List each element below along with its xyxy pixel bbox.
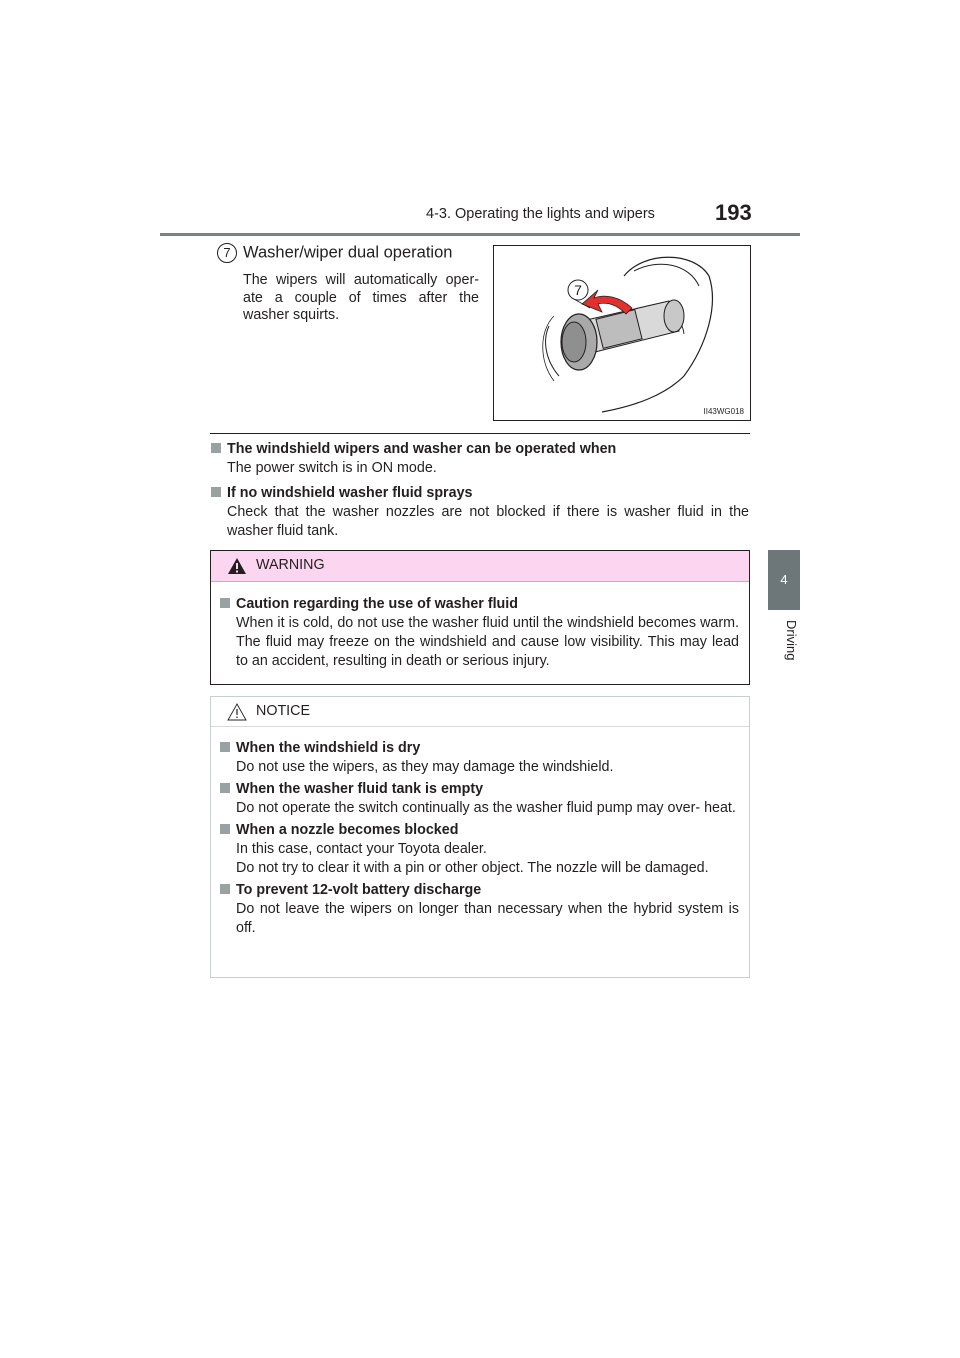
notice-item-body: In this case, contact your Toyota dealer.: [236, 841, 487, 857]
notice-item-heading: When the windshield is dry: [236, 740, 421, 756]
warning-triangle-icon: [227, 557, 247, 575]
warning-item-body: When it is cold, do not use the washer fluid until the windshield becomes warm. The fluid may freeze on the windshield and cause low visibility. This may lead to an accident, resulting in death or serious injury.: [236, 615, 739, 669]
square-bullet-icon: [211, 443, 221, 453]
notice-item-heading: When a nozzle becomes blocked: [236, 822, 459, 838]
notice-item-body: Do not leave the wipers on longer than necessary when the hybrid system is off.: [236, 901, 739, 936]
figure-code: II43WG018: [703, 407, 744, 416]
note-body: The power switch is in ON mode.: [227, 460, 437, 476]
wiper-lever-illustration: [493, 245, 751, 421]
notice-item-heading: To prevent 12-volt battery discharge: [236, 882, 482, 898]
notice-item-body: Do not operate the switch continually as the washer fluid pump may over- heat.: [236, 800, 736, 816]
notice-box: [210, 696, 750, 978]
notice-title: NOTICE: [256, 703, 311, 719]
warning-item-heading: Caution regarding the use of washer fluid: [236, 596, 518, 612]
notice-item: [220, 739, 739, 777]
section-divider: [210, 433, 750, 434]
notice-header: [211, 697, 749, 727]
step-title: Washer/wiper dual operation: [243, 243, 453, 262]
chapter-tab[interactable]: 4: [768, 550, 800, 610]
square-bullet-icon: [220, 824, 230, 834]
step-heading: [217, 243, 485, 263]
square-bullet-icon: [220, 742, 230, 752]
notice-item: [220, 780, 739, 818]
hand-pulling-lever-drawing: [494, 246, 750, 420]
warning-item: [220, 595, 739, 671]
square-bullet-icon: [211, 487, 221, 497]
notice-item: [220, 881, 739, 938]
notice-item-heading: When the washer fluid tank is empty: [236, 781, 484, 797]
square-bullet-icon: [220, 783, 230, 793]
figure-callout: 7: [574, 282, 582, 298]
notice-item-body-extra: Do not try to clear it with a pin or other object. The nozzle will be damaged.: [236, 860, 709, 876]
caution-triangle-outline-icon: [227, 703, 247, 721]
square-bullet-icon: [220, 884, 230, 894]
note-heading: The windshield wipers and washer can be operated when: [227, 441, 617, 457]
chapter-label: Driving: [784, 620, 799, 661]
warning-title: WARNING: [256, 557, 325, 573]
note-heading: If no windshield washer fluid sprays: [227, 485, 473, 501]
warning-box: [210, 550, 750, 685]
header-divider: [160, 233, 800, 236]
step-number-badge: 7: [217, 243, 237, 263]
square-bullet-icon: [220, 598, 230, 608]
note-operating-condition: [211, 440, 749, 478]
notice-item-body: Do not use the wipers, as they may damage the windshield.: [236, 759, 614, 775]
warning-header: [211, 551, 749, 582]
page-number: 193: [715, 200, 752, 225]
note-body: Check that the washer nozzles are not blocked if there is washer fluid in the washer fluid tank.: [227, 504, 749, 539]
notice-item: [220, 821, 739, 878]
step-description: The wipers will automatically oper- ate a couple of times after the washer squirts.: [243, 272, 479, 323]
section-title: 4-3. Operating the lights and wipers: [426, 206, 655, 222]
note-no-fluid-sprays: [211, 484, 749, 541]
